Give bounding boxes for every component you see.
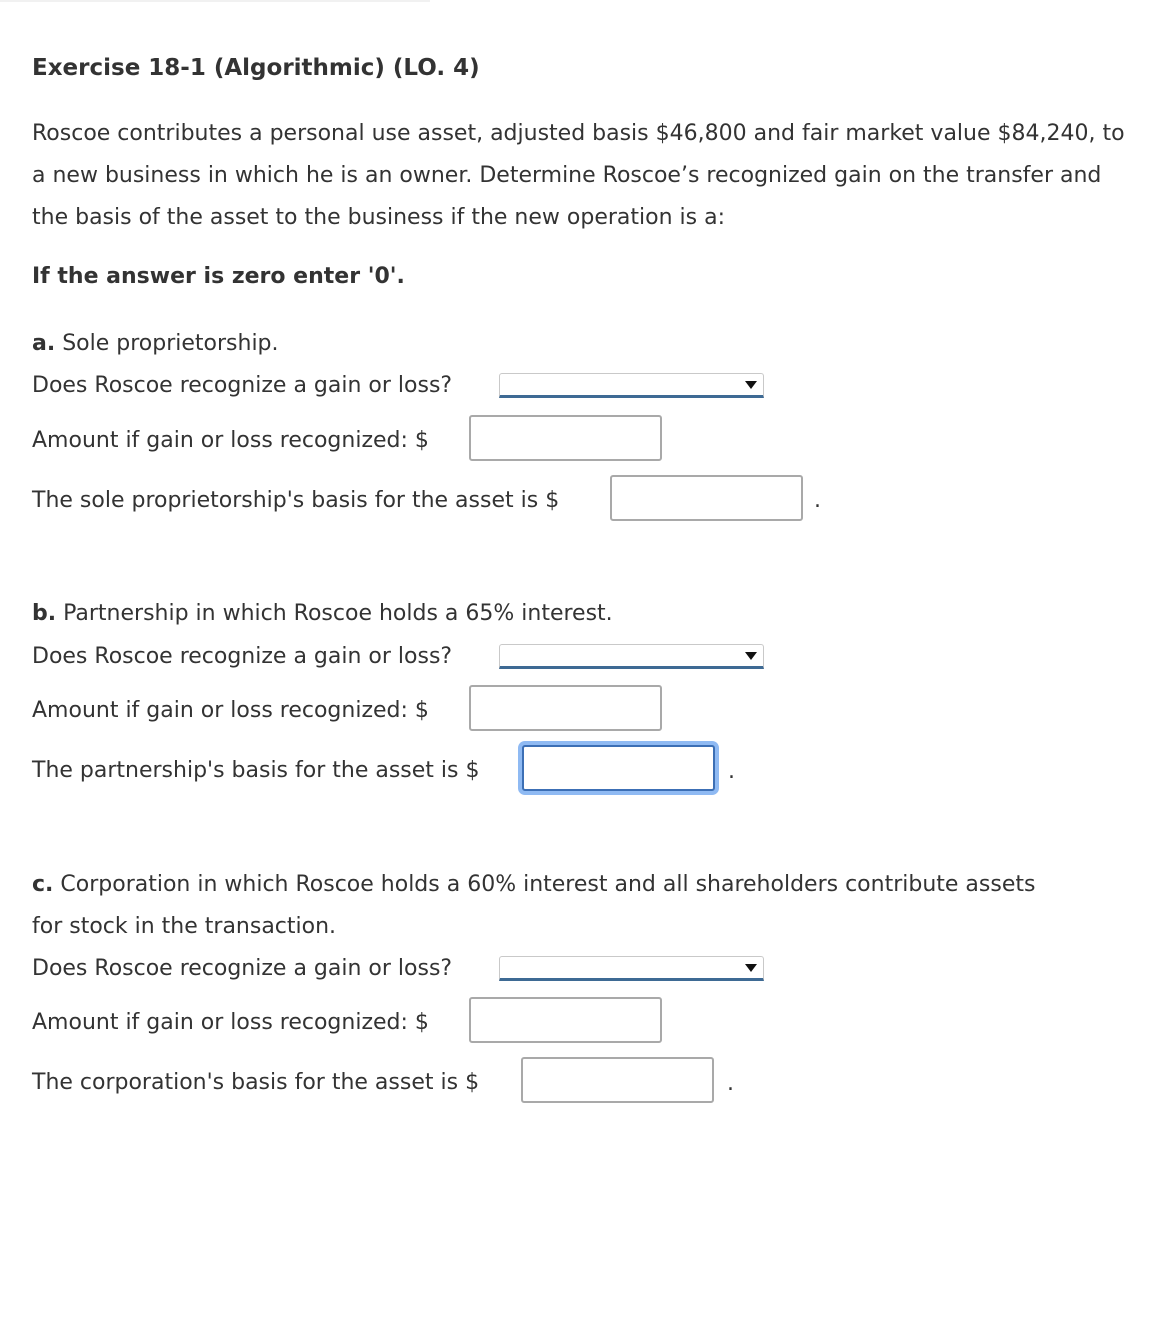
part-a-question: Does Roscoe recognize a gain or loss? bbox=[32, 373, 453, 398]
dollar-sign: $ bbox=[465, 758, 480, 783]
dropdown-arrow-icon bbox=[745, 964, 757, 972]
part-a-basis-row bbox=[32, 486, 559, 516]
problem-statement: Roscoe contributes a personal use asset, adjusted basis $46,800 and fair market value $84,240, to a new business in which he is an owner. Determine Roscoe’s recognized gain on the transfer and the basis of the asset to the business if the new operation is a: bbox=[32, 121, 1125, 230]
part-c-label: c. bbox=[32, 872, 54, 897]
zero-answer-note: If the answer is zero enter '0'. bbox=[32, 264, 405, 289]
part-b-amount-row bbox=[32, 696, 429, 726]
part-b-label: b. bbox=[32, 601, 57, 626]
part-b-heading bbox=[32, 599, 613, 629]
part-c-amount-row bbox=[32, 1008, 429, 1038]
part-b-basis-input[interactable] bbox=[522, 745, 715, 791]
part-a-amount-label: Amount if gain or loss recognized: bbox=[32, 428, 408, 453]
part-c-amount-label: Amount if gain or loss recognized: bbox=[32, 1010, 408, 1035]
dollar-sign: $ bbox=[414, 698, 429, 723]
top-divider bbox=[0, 0, 430, 2]
part-c-text-line2: for stock in the transaction. bbox=[32, 914, 337, 939]
part-a-period: . bbox=[814, 488, 821, 513]
dropdown-arrow-icon bbox=[745, 652, 757, 660]
exercise-title: Exercise 18-1 (Algorithmic) (LO. 4) bbox=[32, 55, 480, 81]
part-a-amount-row bbox=[32, 426, 429, 456]
dollar-sign: $ bbox=[545, 488, 560, 513]
dollar-sign: $ bbox=[465, 1070, 480, 1095]
part-b-text: Partnership in which Roscoe holds a 65% interest. bbox=[63, 601, 613, 626]
dollar-sign: $ bbox=[414, 428, 429, 453]
part-a-text: Sole proprietorship. bbox=[62, 331, 279, 356]
part-a-heading bbox=[32, 329, 279, 359]
part-c-question: Does Roscoe recognize a gain or loss? bbox=[32, 956, 453, 981]
dropdown-arrow-icon bbox=[745, 381, 757, 389]
part-c-amount-input[interactable] bbox=[469, 997, 662, 1043]
part-b-amount-input[interactable] bbox=[469, 685, 662, 731]
part-a-gain-loss-select[interactable] bbox=[499, 373, 764, 398]
part-b-question: Does Roscoe recognize a gain or loss? bbox=[32, 644, 453, 669]
part-c-basis-input[interactable] bbox=[521, 1057, 714, 1103]
part-b-period: . bbox=[728, 759, 735, 784]
part-b-gain-loss-select[interactable] bbox=[499, 644, 764, 669]
part-a-basis-label: The sole proprietorship's basis for the asset is bbox=[32, 488, 539, 513]
part-c-basis-row bbox=[32, 1068, 479, 1098]
part-c-period: . bbox=[727, 1071, 734, 1096]
part-a-amount-input[interactable] bbox=[469, 415, 662, 461]
part-c-basis-label: The corporation's basis for the asset is bbox=[32, 1070, 459, 1095]
dollar-sign: $ bbox=[414, 1010, 429, 1035]
part-c-heading bbox=[32, 870, 1035, 900]
part-b-amount-label: Amount if gain or loss recognized: bbox=[32, 698, 408, 723]
part-c-gain-loss-select[interactable] bbox=[499, 956, 764, 981]
part-a-basis-input[interactable] bbox=[610, 475, 803, 521]
part-a-label: a. bbox=[32, 331, 56, 356]
part-c-text-line1: Corporation in which Roscoe holds a 60% interest and all shareholders contribute assets bbox=[60, 872, 1036, 897]
part-b-basis-row bbox=[32, 756, 480, 786]
part-b-basis-label: The partnership's basis for the asset is bbox=[32, 758, 459, 783]
